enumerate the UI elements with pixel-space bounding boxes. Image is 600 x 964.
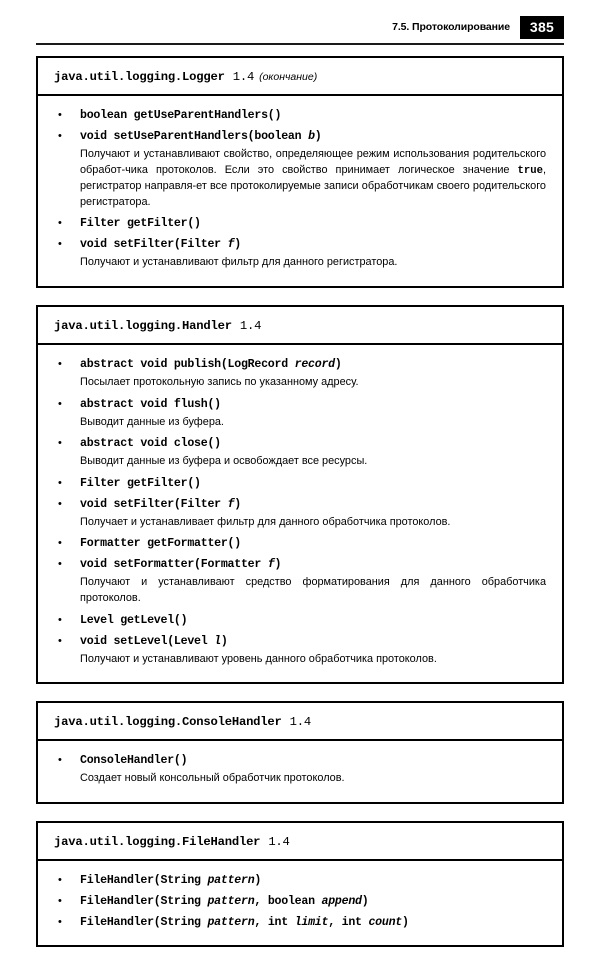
api-method-item <box>54 913 546 932</box>
api-method-item <box>54 871 546 890</box>
api-method-description: Получают и устанавливают уровень данного обработчика протоколов. <box>80 652 437 665</box>
bullet-icon: • <box>58 238 62 251</box>
api-version: 1.4 <box>268 834 290 849</box>
api-method-item <box>54 751 546 787</box>
api-method-item <box>54 214 546 233</box>
api-method-description: Получают и устанавливают свойство, определяющее режим использования родительского обработ-чика протоколов. Если это свойство принимает логическое значение true, регистратор направля-ет все протоколируемые записи обработчикам своего родительского регистратора. <box>80 148 546 208</box>
api-box-header <box>38 307 562 345</box>
api-method-signature: void setFormatter(Formatter f) <box>80 558 282 572</box>
api-method-signature: ConsoleHandler() <box>80 754 188 768</box>
bullet-icon: • <box>58 357 62 370</box>
api-method-list <box>54 751 546 787</box>
bullet-icon: • <box>58 130 62 142</box>
bullet-icon: • <box>58 558 62 571</box>
bullet-icon: • <box>58 109 62 121</box>
bullet-icon: • <box>58 497 62 510</box>
api-method-description: Получают и устанавливают средство форматирования для данного обработчика протоколов. <box>80 576 546 604</box>
running-head <box>36 14 564 40</box>
api-method-list <box>54 106 546 271</box>
api-method-signature: boolean getUseParentHandlers() <box>80 109 282 122</box>
api-method-description: Получают и устанавливают фильтр для данного регистратора. <box>80 256 398 269</box>
api-box-body <box>38 345 562 682</box>
bullet-icon: • <box>58 537 62 550</box>
api-box <box>36 701 564 804</box>
api-box <box>36 821 564 947</box>
api-method-item <box>54 555 546 606</box>
bullet-icon: • <box>58 754 62 767</box>
bullet-icon: • <box>58 613 62 626</box>
api-method-item <box>54 235 546 271</box>
api-method-signature: void setUseParentHandlers(boolean b) <box>80 130 322 143</box>
api-box <box>36 56 564 288</box>
api-method-signature: FileHandler(String pattern, int limit, int count) <box>80 915 409 929</box>
api-method-item <box>54 395 546 431</box>
bullet-icon: • <box>58 873 62 886</box>
api-box-body <box>38 96 562 286</box>
page-number-badge: 385 <box>520 16 564 39</box>
api-box-header <box>38 58 562 96</box>
api-method-signature: Filter getFilter() <box>80 217 201 231</box>
api-method-signature: abstract void flush() <box>80 397 221 411</box>
section-title: 7.5. Протоколирование <box>392 21 510 33</box>
api-continuation-note: (окончание) <box>259 71 318 83</box>
api-method-description: Создает новый консольный обработчик протоколов. <box>80 772 345 785</box>
api-method-list <box>54 355 546 667</box>
api-method-item <box>54 127 546 210</box>
api-class-name: java.util.logging.ConsoleHandler <box>54 715 282 730</box>
api-method-signature: Formatter getFormatter() <box>80 537 241 551</box>
api-method-signature: abstract void publish(LogRecord record) <box>80 357 342 371</box>
api-method-signature: Filter getFilter() <box>80 476 201 490</box>
api-version: 1.4 <box>289 715 311 730</box>
api-method-signature: void setLevel(Level l) <box>80 634 228 648</box>
api-method-list <box>54 871 546 932</box>
bullet-icon: • <box>58 397 62 410</box>
api-box-list <box>36 56 564 964</box>
api-box-header <box>38 823 562 861</box>
api-version: 1.4 <box>239 318 262 333</box>
api-class-name: java.util.logging.Handler <box>54 318 232 333</box>
bullet-icon: • <box>58 476 62 489</box>
api-method-item <box>54 106 546 125</box>
bullet-icon: • <box>58 437 62 450</box>
api-class-name: java.util.logging.FileHandler <box>54 834 261 849</box>
api-method-item <box>54 355 546 391</box>
api-method-description: Посылает протокольную запись по указанному адресу. <box>80 375 359 388</box>
api-class-name: java.util.logging.Logger <box>54 70 225 84</box>
bullet-icon: • <box>58 915 62 928</box>
api-method-description: Выводит данные из буфера. <box>80 415 224 428</box>
api-method-signature: void setFilter(Filter f) <box>80 497 241 511</box>
api-version: 1.4 <box>232 70 255 84</box>
bullet-icon: • <box>58 217 62 230</box>
api-method-item <box>54 632 546 668</box>
api-method-item <box>54 892 546 911</box>
bullet-icon: • <box>58 634 62 647</box>
api-method-item <box>54 534 546 553</box>
api-method-signature: FileHandler(String pattern) <box>80 873 262 887</box>
api-method-signature: void setFilter(Filter f) <box>80 238 241 252</box>
api-box-body <box>38 741 562 802</box>
api-method-item <box>54 474 546 493</box>
api-method-description: Выводит данные из буфера и освобождает все ресурсы. <box>80 455 368 468</box>
api-method-item <box>54 495 546 531</box>
api-method-signature: FileHandler(String pattern, boolean append) <box>80 894 369 908</box>
api-method-item <box>54 434 546 470</box>
bullet-icon: • <box>58 894 62 907</box>
api-method-signature: abstract void close() <box>80 437 221 451</box>
api-method-description: Получает и устанавливает фильтр для данного обработчика протоколов. <box>80 515 451 528</box>
api-box <box>36 305 564 684</box>
api-method-item <box>54 611 546 630</box>
api-method-signature: Level getLevel() <box>80 613 188 627</box>
api-box-header <box>38 703 562 741</box>
api-box-body <box>38 861 562 945</box>
header-rule <box>36 43 564 45</box>
